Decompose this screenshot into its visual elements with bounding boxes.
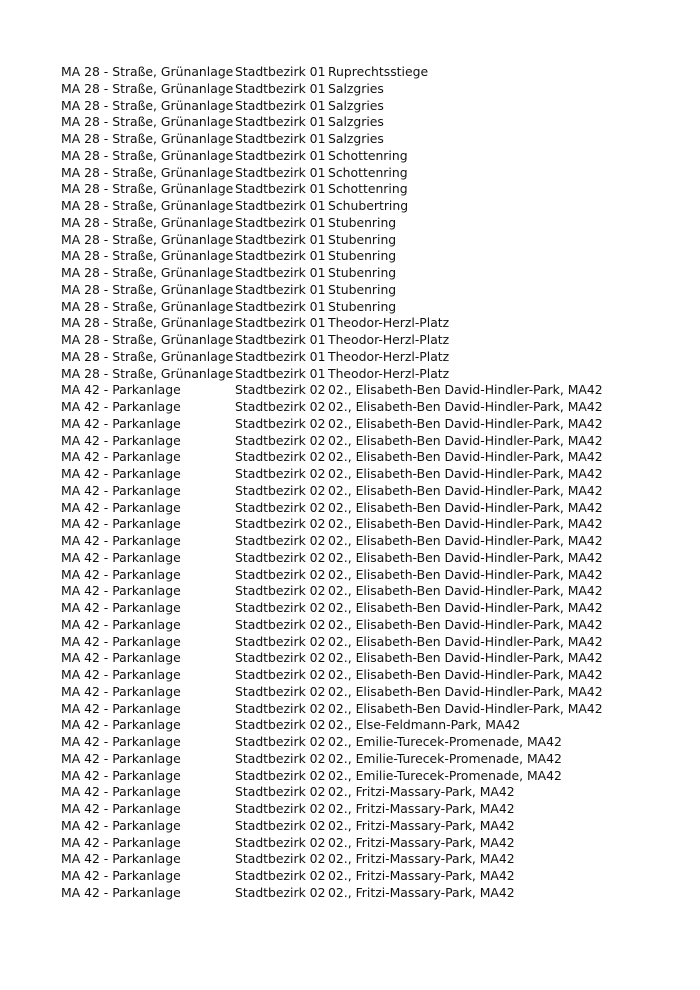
table-row xyxy=(61,198,681,215)
district-cell: Stadtbezirk 01 xyxy=(235,147,326,163)
department-cell: MA 28 - Straße, Grünanlage xyxy=(61,80,234,96)
location-cell: Stubenring xyxy=(328,248,397,264)
district-cell: Stadtbezirk 02 xyxy=(235,616,326,632)
department-cell: MA 42 - Parkanlage xyxy=(61,633,181,649)
table-row xyxy=(61,784,681,801)
department-cell: MA 42 - Parkanlage xyxy=(61,415,181,431)
location-cell: 02., Elisabeth-Ben David-Hindler-Park, MA42 xyxy=(328,700,603,716)
table-row xyxy=(61,835,681,852)
district-cell: Stadtbezirk 01 xyxy=(235,114,326,130)
location-cell: Salzgries xyxy=(328,131,384,146)
department-cell: MA 42 - Parkanlage xyxy=(61,583,181,599)
district-cell: Stadtbezirk 02 xyxy=(235,382,326,398)
department-cell: MA 28 - Straße, Grünanlage xyxy=(61,265,234,280)
table-row xyxy=(61,433,681,450)
district-cell: Stadtbezirk 02 xyxy=(235,399,326,414)
department-cell: MA 28 - Straße, Grünanlage xyxy=(61,198,234,213)
district-cell: Stadtbezirk 01 xyxy=(235,231,326,247)
table-row xyxy=(61,751,681,768)
district-cell: Stadtbezirk 01 xyxy=(235,265,326,280)
department-cell: MA 42 - Parkanlage xyxy=(61,650,181,666)
location-cell: 02., Fritzi-Massary-Park, MA42 xyxy=(328,817,515,833)
district-cell: Stadtbezirk 02 xyxy=(235,566,326,582)
location-cell: 02., Elisabeth-Ben David-Hindler-Park, MA42 xyxy=(328,399,603,414)
district-cell: Stadtbezirk 02 xyxy=(235,884,326,900)
district-cell: Stadtbezirk 02 xyxy=(235,767,326,783)
location-cell: Schottenring xyxy=(328,181,408,197)
department-cell: MA 42 - Parkanlage xyxy=(61,432,181,448)
district-cell: Stadtbezirk 02 xyxy=(235,700,326,716)
table-row xyxy=(61,600,681,617)
department-cell: MA 42 - Parkanlage xyxy=(61,516,181,532)
department-cell: MA 28 - Straße, Grünanlage xyxy=(61,332,234,347)
location-cell: 02., Else-Feldmann-Park, MA42 xyxy=(328,717,521,733)
department-cell: MA 42 - Parkanlage xyxy=(61,382,181,398)
table-row xyxy=(61,349,681,366)
location-cell: 02., Elisabeth-Ben David-Hindler-Park, MA42 xyxy=(328,499,603,515)
department-cell: MA 42 - Parkanlage xyxy=(61,868,181,883)
department-cell: MA 42 - Parkanlage xyxy=(61,600,181,615)
table-row xyxy=(61,299,681,316)
district-cell: Stadtbezirk 02 xyxy=(235,466,326,481)
location-cell: 02., Elisabeth-Ben David-Hindler-Park, MA42 xyxy=(328,432,603,448)
department-cell: MA 28 - Straße, Grünanlage xyxy=(61,365,234,381)
table-row xyxy=(61,232,681,249)
location-cell: Salzgries xyxy=(328,97,384,113)
department-cell: MA 42 - Parkanlage xyxy=(61,884,181,900)
district-cell: Stadtbezirk 02 xyxy=(235,667,326,682)
department-cell: MA 42 - Parkanlage xyxy=(61,750,181,766)
location-cell: 02., Fritzi-Massary-Park, MA42 xyxy=(328,834,515,850)
location-cell: 02., Elisabeth-Ben David-Hindler-Park, MA42 xyxy=(328,566,603,582)
district-cell: Stadtbezirk 02 xyxy=(235,851,326,867)
location-cell: Schubertring xyxy=(328,198,409,213)
location-cell: Salzgries xyxy=(328,80,384,96)
department-cell: MA 42 - Parkanlage xyxy=(61,717,181,733)
district-cell: Stadtbezirk 01 xyxy=(235,348,326,364)
department-cell: MA 42 - Parkanlage xyxy=(61,734,181,749)
table-row xyxy=(61,215,681,232)
table-row xyxy=(61,667,681,684)
department-cell: MA 28 - Straße, Grünanlage xyxy=(61,164,234,180)
table-row xyxy=(61,868,681,885)
department-cell: MA 28 - Straße, Grünanlage xyxy=(61,114,234,130)
location-cell: 02., Elisabeth-Ben David-Hindler-Park, MA42 xyxy=(328,533,603,548)
department-cell: MA 42 - Parkanlage xyxy=(61,482,181,498)
department-cell: MA 42 - Parkanlage xyxy=(61,499,181,515)
department-cell: MA 42 - Parkanlage xyxy=(61,784,181,800)
department-cell: MA 28 - Straße, Grünanlage xyxy=(61,64,234,79)
table-row xyxy=(61,717,681,734)
location-cell: Stubenring xyxy=(328,298,397,314)
district-cell: Stadtbezirk 02 xyxy=(235,734,326,749)
district-cell: Stadtbezirk 02 xyxy=(235,817,326,833)
location-cell: 02., Fritzi-Massary-Park, MA42 xyxy=(328,868,515,883)
district-cell: Stadtbezirk 02 xyxy=(235,600,326,615)
location-cell: 02., Elisabeth-Ben David-Hindler-Park, MA42 xyxy=(328,449,603,465)
location-cell: Schottenring xyxy=(328,164,408,180)
location-cell: 02., Emilie-Turecek-Promenade, MA42 xyxy=(328,750,562,766)
location-cell: Stubenring xyxy=(328,265,397,280)
department-cell: MA 42 - Parkanlage xyxy=(61,399,181,414)
department-cell: MA 42 - Parkanlage xyxy=(61,533,181,548)
district-cell: Stadtbezirk 01 xyxy=(235,80,326,96)
department-cell: MA 28 - Straße, Grünanlage xyxy=(61,181,234,197)
location-cell: 02., Emilie-Turecek-Promenade, MA42 xyxy=(328,734,562,749)
location-cell: Stubenring xyxy=(328,281,397,297)
district-cell: Stadtbezirk 02 xyxy=(235,533,326,548)
table-row xyxy=(61,81,681,98)
table-row xyxy=(61,734,681,751)
department-cell: MA 28 - Straße, Grünanlage xyxy=(61,131,234,146)
department-cell: MA 42 - Parkanlage xyxy=(61,566,181,582)
department-cell: MA 28 - Straße, Grünanlage xyxy=(61,214,234,230)
location-cell: 02., Elisabeth-Ben David-Hindler-Park, MA42 xyxy=(328,466,603,481)
district-cell: Stadtbezirk 02 xyxy=(235,516,326,532)
location-cell: Stubenring xyxy=(328,231,397,247)
table-row xyxy=(61,768,681,785)
district-cell: Stadtbezirk 01 xyxy=(235,64,326,79)
location-cell: Salzgries xyxy=(328,114,384,130)
district-cell: Stadtbezirk 01 xyxy=(235,315,326,331)
district-cell: Stadtbezirk 02 xyxy=(235,868,326,883)
department-cell: MA 42 - Parkanlage xyxy=(61,834,181,850)
location-cell: 02., Elisabeth-Ben David-Hindler-Park, MA42 xyxy=(328,650,603,666)
table-row xyxy=(61,282,681,299)
district-cell: Stadtbezirk 01 xyxy=(235,365,326,381)
district-cell: Stadtbezirk 01 xyxy=(235,97,326,113)
department-cell: MA 42 - Parkanlage xyxy=(61,767,181,783)
district-cell: Stadtbezirk 02 xyxy=(235,432,326,448)
table-row xyxy=(61,248,681,265)
department-cell: MA 28 - Straße, Grünanlage xyxy=(61,231,234,247)
location-cell: Stubenring xyxy=(328,214,397,230)
location-cell: Schottenring xyxy=(328,147,408,163)
table-row xyxy=(61,114,681,131)
department-cell: MA 28 - Straße, Grünanlage xyxy=(61,97,234,113)
location-cell: Theodor-Herzl-Platz xyxy=(328,332,450,347)
table-row xyxy=(61,466,681,483)
department-cell: MA 42 - Parkanlage xyxy=(61,616,181,632)
district-cell: Stadtbezirk 01 xyxy=(235,214,326,230)
table-row xyxy=(61,148,681,165)
district-cell: Stadtbezirk 01 xyxy=(235,248,326,264)
department-cell: MA 42 - Parkanlage xyxy=(61,449,181,465)
department-cell: MA 42 - Parkanlage xyxy=(61,667,181,682)
district-cell: Stadtbezirk 01 xyxy=(235,332,326,347)
table-row xyxy=(61,550,681,567)
table-row xyxy=(61,382,681,399)
location-cell: 02., Fritzi-Massary-Park, MA42 xyxy=(328,884,515,900)
location-cell: 02., Elisabeth-Ben David-Hindler-Park, MA42 xyxy=(328,583,603,599)
location-cell: 02., Elisabeth-Ben David-Hindler-Park, MA42 xyxy=(328,667,603,682)
location-cell: 02., Emilie-Turecek-Promenade, MA42 xyxy=(328,767,562,783)
table-row xyxy=(61,131,681,148)
district-cell: Stadtbezirk 02 xyxy=(235,499,326,515)
department-cell: MA 42 - Parkanlage xyxy=(61,549,181,565)
district-cell: Stadtbezirk 02 xyxy=(235,549,326,565)
department-cell: MA 42 - Parkanlage xyxy=(61,851,181,867)
table-row xyxy=(61,634,681,651)
location-cell: 02., Elisabeth-Ben David-Hindler-Park, MA42 xyxy=(328,683,603,699)
location-cell: Theodor-Herzl-Platz xyxy=(328,315,450,331)
district-cell: Stadtbezirk 02 xyxy=(235,415,326,431)
table-row xyxy=(61,851,681,868)
table-row xyxy=(61,650,681,667)
location-cell: 02., Elisabeth-Ben David-Hindler-Park, MA42 xyxy=(328,482,603,498)
district-cell: Stadtbezirk 02 xyxy=(235,717,326,733)
location-cell: 02., Elisabeth-Ben David-Hindler-Park, MA42 xyxy=(328,516,603,532)
district-cell: Stadtbezirk 01 xyxy=(235,131,326,146)
department-cell: MA 28 - Straße, Grünanlage xyxy=(61,147,234,163)
table-row xyxy=(61,567,681,584)
department-cell: MA 28 - Straße, Grünanlage xyxy=(61,298,234,314)
location-cell: 02., Elisabeth-Ben David-Hindler-Park, MA42 xyxy=(328,633,603,649)
location-cell: Theodor-Herzl-Platz xyxy=(328,365,450,381)
table-row xyxy=(61,332,681,349)
table-row xyxy=(61,701,681,718)
district-cell: Stadtbezirk 02 xyxy=(235,482,326,498)
department-cell: MA 42 - Parkanlage xyxy=(61,466,181,481)
table-row xyxy=(61,165,681,182)
table-row xyxy=(61,315,681,332)
location-cell: 02., Elisabeth-Ben David-Hindler-Park, MA42 xyxy=(328,549,603,565)
district-cell: Stadtbezirk 02 xyxy=(235,583,326,599)
district-cell: Stadtbezirk 02 xyxy=(235,683,326,699)
table-row xyxy=(61,399,681,416)
table-row xyxy=(61,516,681,533)
table-row xyxy=(61,416,681,433)
table-row xyxy=(61,684,681,701)
table-row xyxy=(61,64,681,81)
district-cell: Stadtbezirk 01 xyxy=(235,281,326,297)
district-cell: Stadtbezirk 02 xyxy=(235,801,326,816)
location-cell: Ruprechtsstiege xyxy=(328,64,429,79)
department-cell: MA 28 - Straße, Grünanlage xyxy=(61,315,234,331)
table-row xyxy=(61,366,681,383)
district-cell: Stadtbezirk 01 xyxy=(235,181,326,197)
department-cell: MA 42 - Parkanlage xyxy=(61,817,181,833)
location-cell: 02., Fritzi-Massary-Park, MA42 xyxy=(328,801,515,816)
location-cell: 02., Fritzi-Massary-Park, MA42 xyxy=(328,851,515,867)
department-cell: MA 28 - Straße, Grünanlage xyxy=(61,348,234,364)
department-cell: MA 42 - Parkanlage xyxy=(61,683,181,699)
table-row xyxy=(61,818,681,835)
location-cell: Theodor-Herzl-Platz xyxy=(328,348,450,364)
table-row xyxy=(61,533,681,550)
district-cell: Stadtbezirk 02 xyxy=(235,633,326,649)
department-cell: MA 42 - Parkanlage xyxy=(61,700,181,716)
department-cell: MA 42 - Parkanlage xyxy=(61,801,181,816)
district-cell: Stadtbezirk 01 xyxy=(235,198,326,213)
department-cell: MA 28 - Straße, Grünanlage xyxy=(61,281,234,297)
table-row xyxy=(61,449,681,466)
district-cell: Stadtbezirk 02 xyxy=(235,750,326,766)
table-row xyxy=(61,98,681,115)
district-cell: Stadtbezirk 02 xyxy=(235,449,326,465)
district-cell: Stadtbezirk 02 xyxy=(235,650,326,666)
location-cell: 02., Elisabeth-Ben David-Hindler-Park, MA42 xyxy=(328,415,603,431)
table-row xyxy=(61,617,681,634)
table-row xyxy=(61,265,681,282)
table-row xyxy=(61,483,681,500)
district-cell: Stadtbezirk 01 xyxy=(235,298,326,314)
district-cell: Stadtbezirk 02 xyxy=(235,834,326,850)
location-cell: 02., Fritzi-Massary-Park, MA42 xyxy=(328,784,515,800)
table-row xyxy=(61,885,681,902)
data-table xyxy=(61,64,681,902)
district-cell: Stadtbezirk 02 xyxy=(235,784,326,800)
location-cell: 02., Elisabeth-Ben David-Hindler-Park, MA42 xyxy=(328,616,603,632)
table-row xyxy=(61,583,681,600)
table-row xyxy=(61,500,681,517)
district-cell: Stadtbezirk 01 xyxy=(235,164,326,180)
department-cell: MA 28 - Straße, Grünanlage xyxy=(61,248,234,264)
location-cell: 02., Elisabeth-Ben David-Hindler-Park, MA42 xyxy=(328,600,603,615)
location-cell: 02., Elisabeth-Ben David-Hindler-Park, MA42 xyxy=(328,382,603,398)
table-row xyxy=(61,181,681,198)
table-row xyxy=(61,801,681,818)
